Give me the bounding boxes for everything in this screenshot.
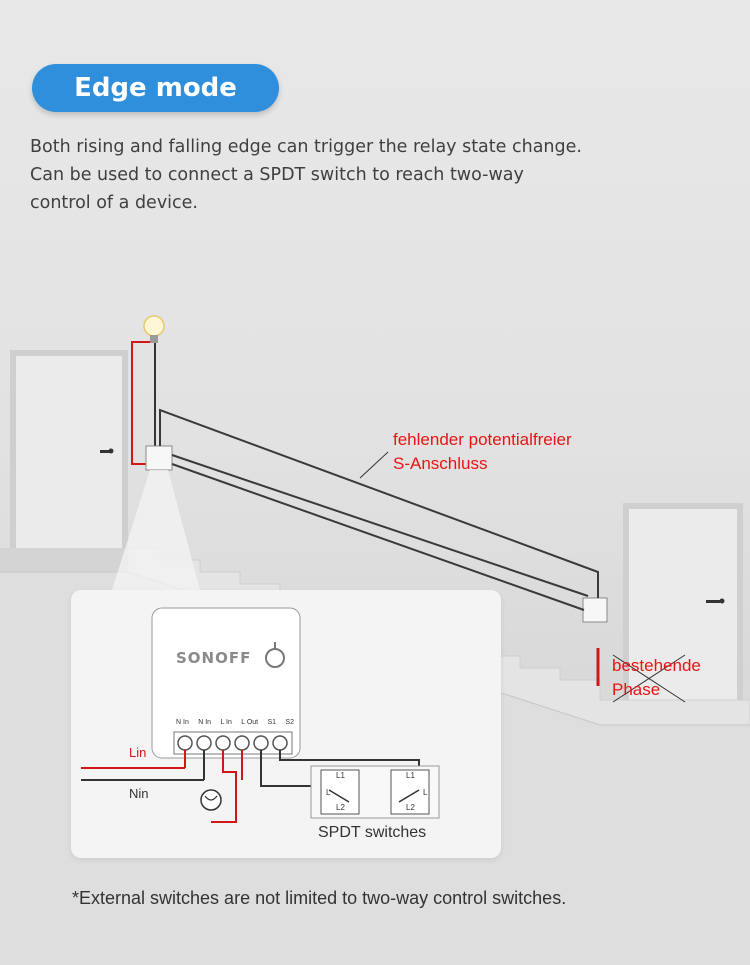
upper-floor — [0, 548, 128, 572]
terminal-label-l-in: L In — [220, 719, 232, 726]
phase-note-line2: Phase — [612, 680, 661, 699]
switch1-label-l1: L1 — [336, 771, 345, 780]
switch-box-upper — [146, 446, 172, 470]
phase-note-line1: bestehende — [612, 656, 701, 675]
device-brand-logo: SONOFF — [176, 649, 252, 667]
footnote: *External switches are not limited to two-way control switches. — [72, 888, 567, 908]
left-door — [10, 350, 128, 548]
mode-description: Both rising and falling edge can trigger the relay state change. Can be used to connect a SPDT switch to reach two-way control of a device. — [30, 137, 582, 213]
wire-label-n-in: Nin — [129, 786, 149, 801]
terminal-label-s2: S2 — [285, 719, 294, 726]
mode-title-badge: Edge mode — [32, 64, 279, 112]
switch2-label-l1: L1 — [406, 771, 415, 780]
terminal-label-s1: S1 — [267, 719, 277, 726]
switch-box-lower — [583, 598, 607, 622]
wire-label-l-in: Lin — [129, 745, 147, 760]
terminal-labels — [176, 719, 294, 726]
switch2-label-l: L — [423, 788, 428, 797]
spdt-switches-caption: SPDT switches — [318, 824, 427, 841]
switch1-label-l2: L2 — [336, 803, 345, 812]
missing-terminal-note-line2: S-Anschluss — [393, 454, 488, 473]
missing-terminal-note-line1: fehlender potentialfreier — [393, 430, 572, 449]
switch1-label-l: L — [326, 788, 331, 797]
lamp-icon — [201, 790, 221, 810]
light-bulb-icon — [144, 316, 164, 343]
terminal-label-n-in-2: N In — [198, 719, 212, 726]
terminal-label-l-out: L Out — [241, 719, 259, 726]
annotation-pointer — [360, 452, 388, 478]
switch2-label-l2: L2 — [406, 803, 415, 812]
terminal-label-n-in-1: N In — [176, 719, 189, 726]
